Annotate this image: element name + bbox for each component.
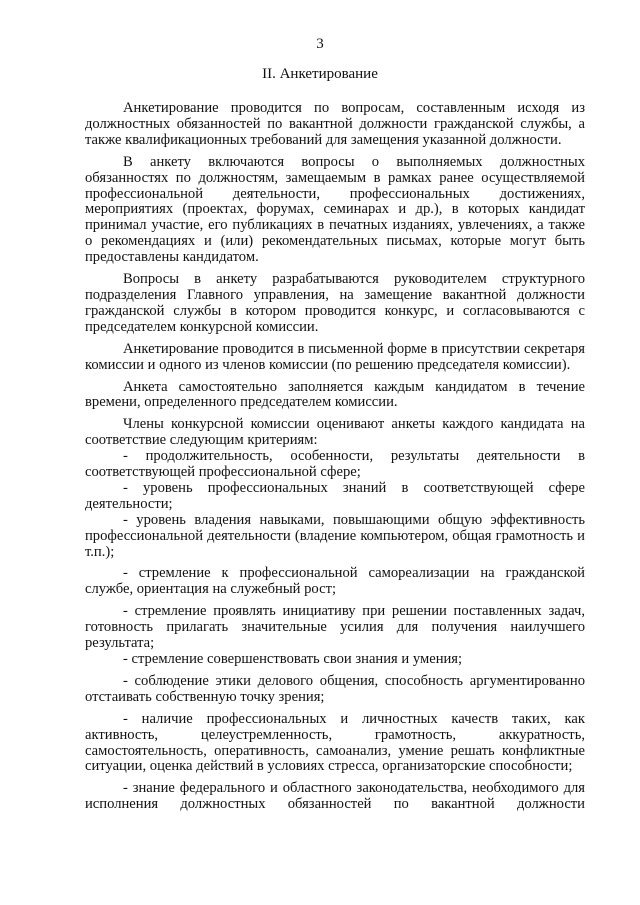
criteria-item: - стремление к профессиональной самореализации на гражданской службе, ориентация на служебный рост; bbox=[85, 565, 585, 598]
criteria-item: - продолжительность, особенности, результаты деятельности в соответствующей профессиональной сфере; bbox=[85, 448, 585, 481]
paragraph: Анкетирование проводится по вопросам, составленным исходя из должностных обязанностей по вакантной должности гражданской службы, а также квалификационных требований для замещения указанной должности. bbox=[85, 100, 585, 148]
criteria-item: - уровень профессиональных знаний в соответствующей сфере деятельности; bbox=[85, 479, 585, 512]
section-title: II. Анкетирование bbox=[262, 66, 378, 82]
paragraph: Вопросы в анкету разрабатываются руководителем структурного подразделения Главного управления, на замещение вакантной должности гражданской службы в котором проводится конкурс, и согласовываются с председателем конкурсной комиссии. bbox=[85, 271, 585, 335]
page-number: 3 bbox=[316, 36, 324, 52]
criteria-item: - знание федерального и областного законодательства, необходимого для исполнения должностных обязанностей по вакантной должности bbox=[85, 780, 585, 813]
criteria-item: - наличие профессиональных и личностных качеств таких, как активность, целеустремленность, грамотность, аккуратность, самостоятельность, оперативность, самоанализ, умение решать конфликтные ситуации, оценка действий в условиях стресса, организаторские способности; bbox=[85, 710, 585, 775]
paragraph: Анкета самостоятельно заполняется каждым кандидатом в течение времени, определенного председателем комиссии. bbox=[85, 378, 585, 411]
criteria-item: - стремление совершенствовать свои знания и умения; bbox=[123, 651, 463, 667]
paragraph: Члены конкурсной комиссии оценивают анкеты каждого кандидата на соответствие следующим критериям: bbox=[85, 416, 585, 449]
criteria-item: - соблюдение этики делового общения, способность аргументированно отстаивать собственную точку зрения; bbox=[85, 672, 585, 705]
paragraph: В анкету включаются вопросы о выполняемых должностных обязанностях по должностям, замещаемым в рамках ранее осуществляемой профессиональной деятельности, профессиональных достижениях, мероприятиях (проектах, форумах, семинарах и др.), в которых кандидат принимал участие, его публикациях в печатных изданиях, увлечениях, а также о рекомендациях и (или) рекомендательных письмах, которые могут быть предоставлены кандидатом. bbox=[85, 153, 585, 266]
paragraph: Анкетирование проводится в письменной форме в присутствии секретаря комиссии и одного из членов комиссии (по решению председателя комиссии). bbox=[85, 340, 585, 373]
body-text bbox=[85, 101, 585, 813]
criteria-item: - стремление проявлять инициативу при решении поставленных задач, готовность прилагать значительные усилия для получения наилучшего результата; bbox=[85, 603, 585, 652]
criteria-item: - уровень владения навыками, повышающими общую эффективность профессиональной деятельности (владение компьютером, общая грамотность и т.п.); bbox=[85, 511, 585, 560]
